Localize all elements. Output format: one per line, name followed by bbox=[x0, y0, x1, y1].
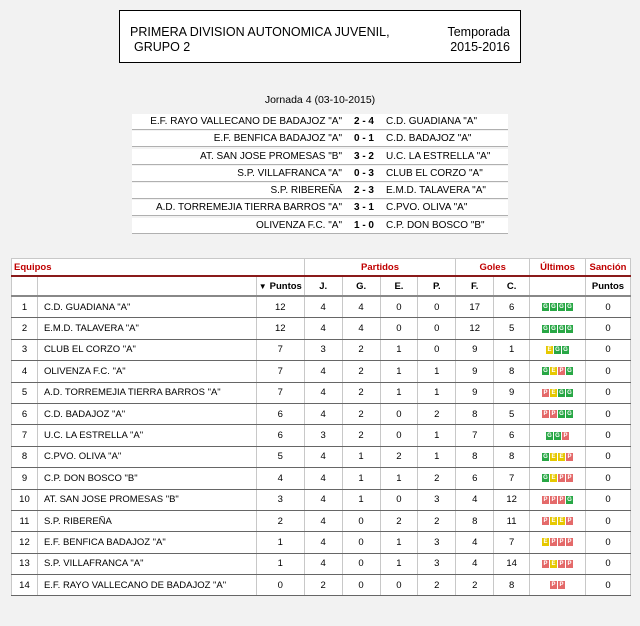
cell-p: 0 bbox=[418, 296, 456, 318]
header-c[interactable]: C. bbox=[494, 276, 530, 296]
cell-team: OLIVENZA F.C. "A" bbox=[37, 361, 256, 382]
result-badge: P bbox=[543, 560, 548, 567]
header-team bbox=[37, 276, 256, 296]
result-away: CLUB EL CORZO "A" bbox=[386, 167, 483, 179]
cell-g: 2 bbox=[342, 382, 380, 403]
cell-j: 3 bbox=[304, 425, 342, 446]
cell-g: 2 bbox=[342, 339, 380, 360]
result-badge: G bbox=[543, 475, 548, 482]
header-partidos: Partidos bbox=[304, 259, 456, 277]
cell-g: 4 bbox=[342, 296, 380, 318]
result-badge: P bbox=[567, 518, 572, 525]
cell-san: 0 bbox=[585, 510, 630, 531]
sort-desc-icon: ▼ bbox=[258, 281, 267, 291]
cell-e: 1 bbox=[380, 361, 418, 382]
cell-c: 9 bbox=[494, 382, 530, 403]
header-goles: Goles bbox=[456, 259, 530, 277]
result-badge: G bbox=[555, 346, 560, 353]
cell-pos: 13 bbox=[12, 553, 38, 574]
cell-g: 1 bbox=[342, 446, 380, 467]
competition-group: GRUPO 2 bbox=[134, 40, 191, 54]
cell-san: 0 bbox=[585, 339, 630, 360]
competition-title: PRIMERA DIVISION AUTONOMICA JUVENIL, bbox=[130, 25, 390, 39]
cell-p: 1 bbox=[418, 382, 456, 403]
result-score: 0 - 1 bbox=[353, 133, 374, 145]
cell-pts: 6 bbox=[256, 425, 304, 446]
header-last-empty bbox=[530, 276, 586, 296]
cell-p: 2 bbox=[418, 468, 456, 489]
cell-g: 2 bbox=[342, 403, 380, 424]
cell-pos: 6 bbox=[12, 403, 38, 424]
cell-team: AT. SAN JOSE PROMESAS "B" bbox=[37, 489, 256, 510]
result-badge: P bbox=[543, 389, 548, 396]
result-home: OLIVENZA F.C. "A" bbox=[255, 219, 342, 231]
sort-puntos-header[interactable]: ▼ Puntos bbox=[256, 276, 304, 296]
cell-e: 1 bbox=[380, 532, 418, 553]
standings-row bbox=[12, 403, 631, 424]
result-badge: G bbox=[555, 432, 560, 439]
cell-team: C.D. BADAJOZ "A" bbox=[37, 403, 256, 424]
cell-j: 4 bbox=[304, 296, 342, 318]
standings-row bbox=[12, 532, 631, 553]
cell-p: 3 bbox=[418, 489, 456, 510]
cell-pos: 8 bbox=[12, 446, 38, 467]
result-score: 0 - 3 bbox=[353, 167, 374, 179]
cell-c: 6 bbox=[494, 425, 530, 446]
cell-team: E.M.D. TALAVERA "A" bbox=[37, 318, 256, 339]
cell-e: 1 bbox=[380, 553, 418, 574]
result-home: S.P. RIBEREÑA bbox=[270, 185, 342, 197]
cell-e: 0 bbox=[380, 575, 418, 596]
cell-pos: 2 bbox=[12, 318, 38, 339]
header-equipos: Equipos bbox=[12, 259, 305, 277]
cell-san: 0 bbox=[585, 382, 630, 403]
result-home: A.D. TORREMEJIA TIERRA BARROS "A" bbox=[155, 202, 342, 214]
result-badge: P bbox=[567, 539, 572, 546]
header-g[interactable]: G. bbox=[342, 276, 380, 296]
cell-pos: 14 bbox=[12, 575, 38, 596]
cell-g: 2 bbox=[342, 361, 380, 382]
last-results bbox=[530, 489, 586, 510]
cell-san: 0 bbox=[585, 446, 630, 467]
cell-j: 4 bbox=[304, 446, 342, 467]
cell-c: 5 bbox=[494, 318, 530, 339]
cell-j: 4 bbox=[304, 489, 342, 510]
standings-row bbox=[12, 510, 631, 531]
standings-row bbox=[12, 339, 631, 360]
cell-g: 0 bbox=[342, 575, 380, 596]
cell-team: S.P. RIBEREÑA bbox=[37, 510, 256, 531]
result-score: 1 - 0 bbox=[353, 219, 374, 231]
cell-j: 4 bbox=[304, 403, 342, 424]
standings-row bbox=[12, 318, 631, 339]
cell-san: 0 bbox=[585, 553, 630, 574]
cell-e: 1 bbox=[380, 468, 418, 489]
last-results bbox=[530, 382, 586, 403]
cell-f: 8 bbox=[456, 403, 494, 424]
result-badge: G bbox=[567, 368, 572, 375]
cell-p: 1 bbox=[418, 446, 456, 467]
cell-e: 2 bbox=[380, 510, 418, 531]
cell-e: 0 bbox=[380, 489, 418, 510]
cell-g: 2 bbox=[342, 425, 380, 446]
cell-pts: 1 bbox=[256, 532, 304, 553]
cell-f: 17 bbox=[456, 296, 494, 318]
last-results bbox=[530, 361, 586, 382]
result-home: S.P. VILLAFRANCA "A" bbox=[237, 167, 342, 179]
cell-c: 8 bbox=[494, 361, 530, 382]
cell-p: 2 bbox=[418, 510, 456, 531]
cell-f: 2 bbox=[456, 575, 494, 596]
result-badge: G bbox=[543, 325, 548, 332]
cell-pts: 2 bbox=[256, 510, 304, 531]
last-results bbox=[530, 575, 586, 596]
last-results bbox=[530, 339, 586, 360]
result-badge: G bbox=[559, 325, 564, 332]
result-badge: P bbox=[567, 475, 572, 482]
cell-f: 8 bbox=[456, 446, 494, 467]
result-badge: P bbox=[551, 496, 556, 503]
last-results bbox=[530, 510, 586, 531]
cell-san: 0 bbox=[585, 425, 630, 446]
result-row bbox=[132, 183, 508, 199]
cell-team: U.C. LA ESTRELLA "A" bbox=[37, 425, 256, 446]
cell-c: 12 bbox=[494, 489, 530, 510]
cell-san: 0 bbox=[585, 361, 630, 382]
last-results bbox=[530, 318, 586, 339]
cell-pts: 1 bbox=[256, 553, 304, 574]
result-badge: E bbox=[551, 368, 556, 375]
cell-c: 7 bbox=[494, 532, 530, 553]
cell-c: 5 bbox=[494, 403, 530, 424]
cell-pos: 4 bbox=[12, 361, 38, 382]
cell-g: 1 bbox=[342, 468, 380, 489]
cell-e: 0 bbox=[380, 403, 418, 424]
result-badge: G bbox=[551, 304, 556, 311]
standings-row bbox=[12, 468, 631, 489]
cell-g: 1 bbox=[342, 489, 380, 510]
cell-pts: 5 bbox=[256, 446, 304, 467]
result-away: C.D. GUADIANA "A" bbox=[386, 116, 478, 127]
standings-row bbox=[12, 382, 631, 403]
last-results bbox=[530, 468, 586, 489]
result-away: U.C. LA ESTRELLA "A" bbox=[386, 150, 491, 162]
result-badge: E bbox=[543, 539, 548, 546]
last-results bbox=[530, 296, 586, 318]
cell-p: 3 bbox=[418, 532, 456, 553]
standings-row bbox=[12, 489, 631, 510]
result-badge: P bbox=[559, 560, 564, 567]
cell-g: 0 bbox=[342, 510, 380, 531]
cell-j: 4 bbox=[304, 553, 342, 574]
result-score: 3 - 1 bbox=[353, 202, 374, 214]
cell-team: A.D. TORREMEJIA TIERRA BARROS "A" bbox=[37, 382, 256, 403]
cell-pos: 11 bbox=[12, 510, 38, 531]
season-label: Temporada bbox=[447, 25, 510, 39]
cell-f: 12 bbox=[456, 318, 494, 339]
standings-table bbox=[11, 258, 631, 596]
result-badge: E bbox=[559, 453, 564, 460]
cell-c: 14 bbox=[494, 553, 530, 574]
cell-f: 9 bbox=[456, 382, 494, 403]
cell-pts: 12 bbox=[256, 296, 304, 318]
header-e[interactable]: E. bbox=[380, 276, 418, 296]
header-p[interactable]: P. bbox=[418, 276, 456, 296]
result-badge: P bbox=[559, 539, 564, 546]
cell-pts: 4 bbox=[256, 468, 304, 489]
result-badge: E bbox=[551, 518, 556, 525]
cell-pos: 9 bbox=[12, 468, 38, 489]
cell-e: 1 bbox=[380, 339, 418, 360]
cell-pos: 3 bbox=[12, 339, 38, 360]
competition-title-box bbox=[119, 10, 521, 63]
header-f[interactable]: F. bbox=[456, 276, 494, 296]
result-badge: P bbox=[543, 411, 548, 418]
result-badge: G bbox=[559, 389, 564, 396]
cell-pts: 6 bbox=[256, 403, 304, 424]
cell-j: 4 bbox=[304, 468, 342, 489]
result-home: AT. SAN JOSE PROMESAS "B" bbox=[200, 150, 342, 162]
cell-g: 0 bbox=[342, 553, 380, 574]
result-badge: P bbox=[567, 453, 572, 460]
cell-team: C.PVO. OLIVA "A" bbox=[37, 446, 256, 467]
result-badge: G bbox=[563, 346, 568, 353]
cell-f: 9 bbox=[456, 361, 494, 382]
last-results bbox=[530, 403, 586, 424]
cell-e: 0 bbox=[380, 318, 418, 339]
result-badge: G bbox=[559, 304, 564, 311]
cell-c: 8 bbox=[494, 446, 530, 467]
cell-pos: 7 bbox=[12, 425, 38, 446]
result-badge: P bbox=[559, 582, 564, 589]
cell-pts: 12 bbox=[256, 318, 304, 339]
result-home: E.F. RAYO VALLECANO DE BADAJOZ "A" bbox=[150, 116, 342, 127]
cell-c: 11 bbox=[494, 510, 530, 531]
cell-pts: 3 bbox=[256, 489, 304, 510]
cell-p: 1 bbox=[418, 425, 456, 446]
result-badge: P bbox=[543, 496, 548, 503]
cell-san: 0 bbox=[585, 468, 630, 489]
cell-pts: 7 bbox=[256, 382, 304, 403]
cell-j: 4 bbox=[304, 361, 342, 382]
standings-row bbox=[12, 425, 631, 446]
cell-pos: 12 bbox=[12, 532, 38, 553]
result-row bbox=[132, 131, 508, 147]
result-row bbox=[132, 218, 508, 234]
cell-f: 9 bbox=[456, 339, 494, 360]
cell-pts: 7 bbox=[256, 339, 304, 360]
cell-j: 4 bbox=[304, 318, 342, 339]
cell-p: 0 bbox=[418, 318, 456, 339]
cell-p: 1 bbox=[418, 361, 456, 382]
cell-e: 2 bbox=[380, 446, 418, 467]
result-score: 3 - 2 bbox=[353, 150, 374, 162]
result-badge: P bbox=[551, 411, 556, 418]
cell-f: 6 bbox=[456, 468, 494, 489]
standings-row bbox=[12, 361, 631, 382]
season-value: 2015-2016 bbox=[450, 40, 510, 54]
result-row bbox=[132, 114, 508, 130]
result-badge: G bbox=[567, 411, 572, 418]
result-badge: G bbox=[543, 304, 548, 311]
standings-row bbox=[12, 575, 631, 596]
result-score: 2 - 4 bbox=[353, 116, 374, 127]
last-results bbox=[530, 532, 586, 553]
cell-j: 3 bbox=[304, 339, 342, 360]
result-row bbox=[132, 200, 508, 216]
cell-team: C.D. GUADIANA "A" bbox=[37, 296, 256, 318]
cell-e: 0 bbox=[380, 425, 418, 446]
result-badge: G bbox=[547, 432, 552, 439]
result-badge: G bbox=[567, 304, 572, 311]
cell-pts: 7 bbox=[256, 361, 304, 382]
result-badge: P bbox=[551, 539, 556, 546]
result-badge: E bbox=[547, 346, 552, 353]
cell-san: 0 bbox=[585, 532, 630, 553]
cell-p: 2 bbox=[418, 575, 456, 596]
result-badge: G bbox=[543, 368, 548, 375]
cell-j: 2 bbox=[304, 575, 342, 596]
cell-p: 2 bbox=[418, 403, 456, 424]
result-away: C.PVO. OLIVA "A" bbox=[386, 202, 468, 214]
result-badge: G bbox=[567, 496, 572, 503]
result-home: E.F. BENFICA BADAJOZ "A" bbox=[213, 133, 342, 145]
result-badge: E bbox=[551, 475, 556, 482]
standings-row bbox=[12, 553, 631, 574]
cell-e: 0 bbox=[380, 296, 418, 318]
cell-j: 4 bbox=[304, 382, 342, 403]
cell-g: 4 bbox=[342, 318, 380, 339]
cell-f: 4 bbox=[456, 489, 494, 510]
cell-p: 0 bbox=[418, 339, 456, 360]
result-badge: P bbox=[563, 432, 568, 439]
results-list bbox=[132, 114, 508, 235]
cell-pos: 10 bbox=[12, 489, 38, 510]
cell-f: 8 bbox=[456, 510, 494, 531]
result-row bbox=[132, 149, 508, 165]
cell-team: E.F. BENFICA BADAJOZ "A" bbox=[37, 532, 256, 553]
header-pos bbox=[12, 276, 38, 296]
result-badge: P bbox=[543, 518, 548, 525]
result-badge: E bbox=[559, 518, 564, 525]
header-sancion-puntos: Puntos bbox=[585, 276, 630, 296]
result-badge: P bbox=[551, 582, 556, 589]
cell-san: 0 bbox=[585, 296, 630, 318]
cell-j: 4 bbox=[304, 532, 342, 553]
result-badge: P bbox=[567, 560, 572, 567]
cell-pts: 0 bbox=[256, 575, 304, 596]
cell-san: 0 bbox=[585, 489, 630, 510]
standings-row bbox=[12, 446, 631, 467]
last-results bbox=[530, 446, 586, 467]
cell-j: 4 bbox=[304, 510, 342, 531]
result-badge: P bbox=[559, 496, 564, 503]
result-badge: E bbox=[551, 453, 556, 460]
result-badge: G bbox=[551, 325, 556, 332]
cell-e: 1 bbox=[380, 382, 418, 403]
matchday-title: Jornada 4 (03-10-2015) bbox=[264, 94, 376, 106]
cell-f: 4 bbox=[456, 532, 494, 553]
result-badge: G bbox=[567, 325, 572, 332]
cell-p: 3 bbox=[418, 553, 456, 574]
result-away: C.P. DON BOSCO "B" bbox=[386, 219, 485, 231]
result-badge: G bbox=[567, 389, 572, 396]
cell-team: E.F. RAYO VALLECANO DE BADAJOZ "A" bbox=[37, 575, 256, 596]
header-j[interactable]: J. bbox=[304, 276, 342, 296]
cell-c: 8 bbox=[494, 575, 530, 596]
cell-san: 0 bbox=[585, 403, 630, 424]
result-badge: E bbox=[551, 389, 556, 396]
cell-pos: 1 bbox=[12, 296, 38, 318]
cell-team: CLUB EL CORZO "A" bbox=[37, 339, 256, 360]
result-badge: G bbox=[559, 411, 564, 418]
result-score: 2 - 3 bbox=[353, 185, 374, 197]
result-row bbox=[132, 166, 508, 182]
result-badge: E bbox=[551, 560, 556, 567]
result-badge: G bbox=[543, 453, 548, 460]
standings-row bbox=[12, 296, 631, 318]
cell-g: 0 bbox=[342, 532, 380, 553]
cell-team: C.P. DON BOSCO "B" bbox=[37, 468, 256, 489]
cell-f: 7 bbox=[456, 425, 494, 446]
header-ultimos: Últimos bbox=[530, 259, 586, 277]
result-badge: P bbox=[559, 368, 564, 375]
cell-pos: 5 bbox=[12, 382, 38, 403]
cell-c: 1 bbox=[494, 339, 530, 360]
result-badge: P bbox=[559, 475, 564, 482]
last-results bbox=[530, 425, 586, 446]
cell-team: S.P. VILLAFRANCA "A" bbox=[37, 553, 256, 574]
cell-san: 0 bbox=[585, 575, 630, 596]
result-away: C.D. BADAJOZ "A" bbox=[386, 133, 472, 145]
cell-c: 6 bbox=[494, 296, 530, 318]
last-results bbox=[530, 553, 586, 574]
cell-f: 4 bbox=[456, 553, 494, 574]
cell-c: 7 bbox=[494, 468, 530, 489]
result-away: E.M.D. TALAVERA "A" bbox=[386, 185, 486, 197]
header-sancion: Sanción bbox=[585, 259, 630, 277]
cell-san: 0 bbox=[585, 318, 630, 339]
